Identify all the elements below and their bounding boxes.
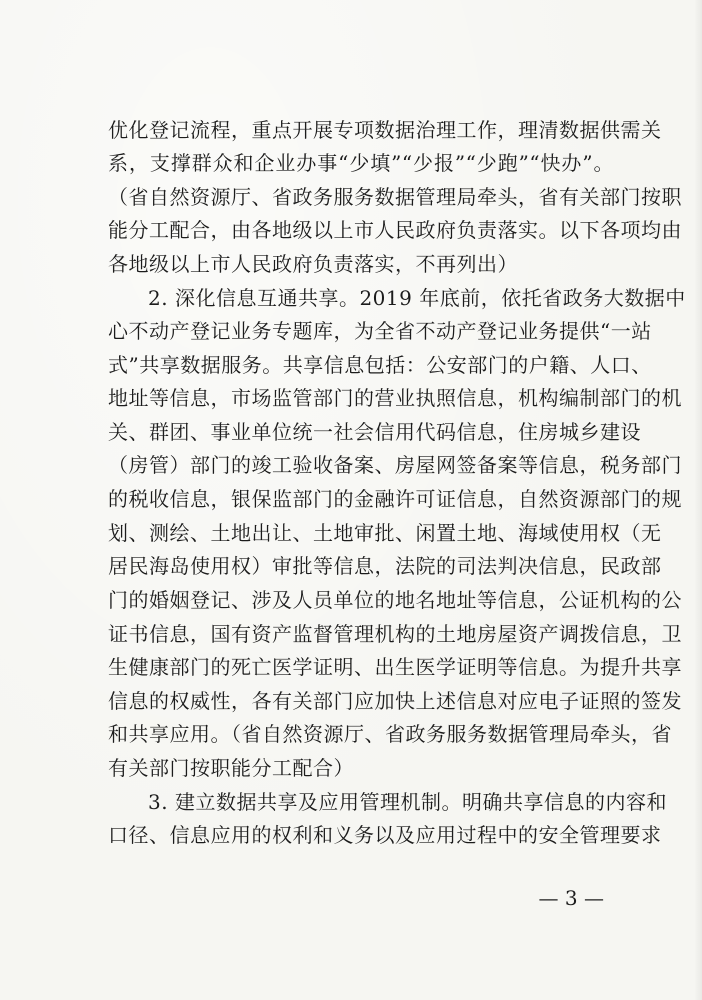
text-line: 划、测绘、土地出让、土地审批、闲置土地、海域使用权（无 — [108, 521, 662, 545]
text-line: 优化登记流程，重点开展专项数据治理工作，理清数据供需关 — [108, 118, 662, 142]
text-line: 式”共享数据服务。共享信息包括：公安部门的户籍、人口、 — [108, 353, 652, 377]
page-edge-shadow — [694, 0, 702, 1000]
text-line: 系，支撑群众和企业办事“少填”“少报”“少跑”“快办”。 — [108, 151, 614, 175]
text-line: 能分工配合，由各地级以上市人民政府负责落实。以下各项均由 — [108, 218, 682, 242]
text-line: 生健康部门的死亡医学证明、出生医学证明等信息。为提升共享 — [108, 655, 682, 679]
text-line: 口径、信息应用的权利和义务以及应用过程中的安全管理要求 — [108, 823, 662, 847]
text-line: 信息的权威性，各有关部门应加快上述信息对应电子证照的签发 — [108, 689, 682, 713]
text-line: 3. 建立数据共享及应用管理机制。明确共享信息的内容和 — [148, 790, 667, 814]
text-line: 的税收信息，银保监部门的金融许可证信息，自然资源部门的规 — [108, 487, 682, 511]
page-number: — 3 — — [538, 886, 604, 910]
text-line: 各地级以上市人民政府负责落实，不再列出） — [108, 252, 518, 276]
text-line: 和共享应用。（省自然资源厅、省政务服务数据管理局牵头，省 — [108, 722, 672, 746]
text-line: 2. 深化信息互通共享。2019 年底前，依托省政务大数据中 — [148, 286, 686, 310]
text-line: （房管）部门的竣工验收备案、房屋网签备案等信息，税务部门 — [108, 453, 682, 477]
text-line: 心不动产登记业务专题库，为全省不动产登记业务提供“一站 — [108, 319, 652, 343]
text-line: 地址等信息，市场监管部门的营业执照信息，机构编制部门的机 — [108, 386, 682, 410]
text-line: （省自然资源厅、省政务服务数据管理局牵头，省有关部门按职 — [108, 185, 682, 209]
text-line: 门的婚姻登记、涉及人员单位的地名地址等信息，公证机构的公 — [108, 588, 682, 612]
text-line: 关、群团、事业单位统一社会信用代码信息，住房城乡建设 — [108, 420, 641, 444]
text-line: 居民海岛使用权）审批等信息，法院的司法判决信息，民政部 — [108, 554, 662, 578]
text-line: 有关部门按职能分工配合） — [108, 756, 354, 780]
text-line: 证书信息，国有资产监督管理机构的土地房屋资产调拨信息，卫 — [108, 622, 682, 646]
